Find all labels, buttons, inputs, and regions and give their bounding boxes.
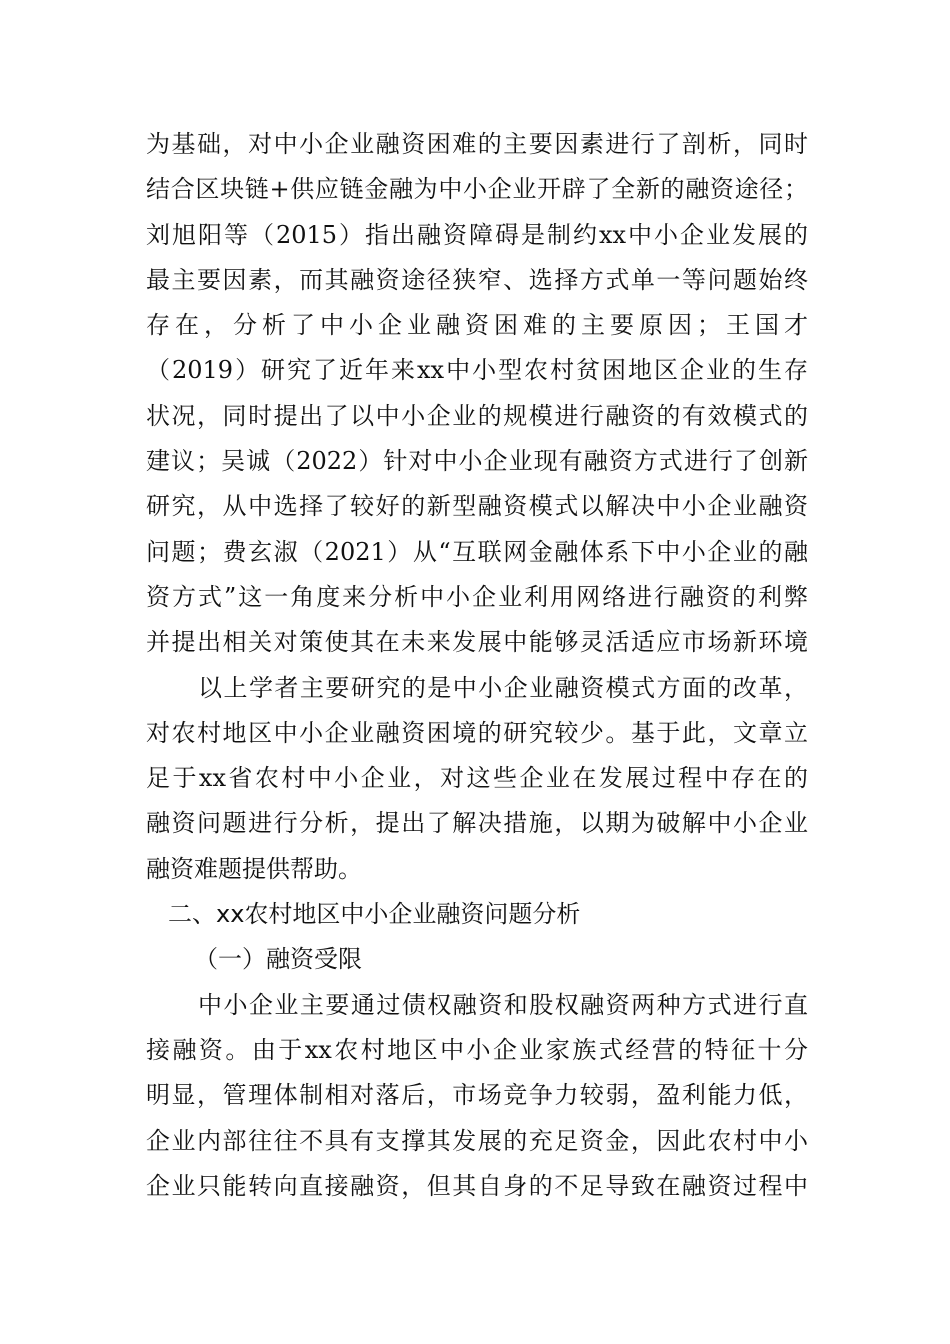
text-line: 足于xx省农村中小企业，对这些企业在发展过程中存在的 bbox=[146, 764, 808, 793]
text-line: 为基础，对中小企业融资困难的主要因素进行了剖析，同时 bbox=[146, 130, 808, 158]
text-line: 问题；费玄淑（2021）从“互联网金融体系下中小企业的融 bbox=[146, 537, 808, 566]
paragraph-summary bbox=[146, 666, 808, 892]
text-line: 状况，同时提出了以中小企业的规模进行融资的有效模式的 bbox=[146, 401, 808, 430]
text-line: 资方式”这一角度来分析中小企业利用网络进行融资的利弊 bbox=[146, 582, 808, 611]
text-line: 研究，从中选择了较好的新型融资模式以解决中小企业融资 bbox=[146, 492, 808, 521]
text-line: 以上学者主要研究的是中小企业融资模式方面的改革， bbox=[198, 673, 808, 702]
text-line: 刘旭阳等（2015）指出融资障碍是制约xx中小企业发展的 bbox=[146, 220, 808, 249]
document-body bbox=[146, 122, 808, 1209]
paragraph-literature-review bbox=[146, 122, 808, 666]
text-line: 最主要因素，而其融资途径狭窄、选择方式单一等问题始终 bbox=[146, 265, 808, 294]
text-line: （2019）研究了近年来xx中小型农村贫困地区企业的生存 bbox=[146, 356, 808, 385]
section-heading: 二、xx农村地区中小企业融资问题分析 bbox=[168, 900, 581, 929]
subsection-heading: （一）融资受限 bbox=[194, 945, 362, 974]
text-line: 结合区块链+供应链金融为中小企业开辟了全新的融资途径； bbox=[146, 175, 808, 204]
text-line: 建议；吴诚（2022）针对中小企业现有融资方式进行了创新 bbox=[146, 447, 808, 476]
text-line: 融资难题提供帮助。 bbox=[146, 854, 362, 883]
text-line: 中小企业主要通过债权融资和股权融资两种方式进行直 bbox=[198, 990, 808, 1019]
text-line: 融资问题进行分析，提出了解决措施，以期为破解中小企业 bbox=[146, 809, 808, 838]
paragraph-financing-limits bbox=[146, 983, 808, 1209]
text-line: 明显，管理体制相对落后，市场竞争力较弱，盈利能力低， bbox=[146, 1081, 808, 1110]
text-line: 企业只能转向直接融资，但其自身的不足导致在融资过程中 bbox=[146, 1171, 808, 1200]
text-line: 并提出相关对策使其在未来发展中能够灵活适应市场新环境 bbox=[146, 628, 808, 657]
text-line: 企业内部往往不具有支撑其发展的充足资金，因此农村中小 bbox=[146, 1126, 808, 1155]
text-line: 接融资。由于xx农村地区中小企业家族式经营的特征十分 bbox=[146, 1035, 808, 1064]
text-line: 对农村地区中小企业融资困境的研究较少。基于此，文章立 bbox=[146, 718, 808, 747]
text-line: 存在，分析了中小企业融资困难的主要原因；王国才 bbox=[146, 311, 808, 340]
